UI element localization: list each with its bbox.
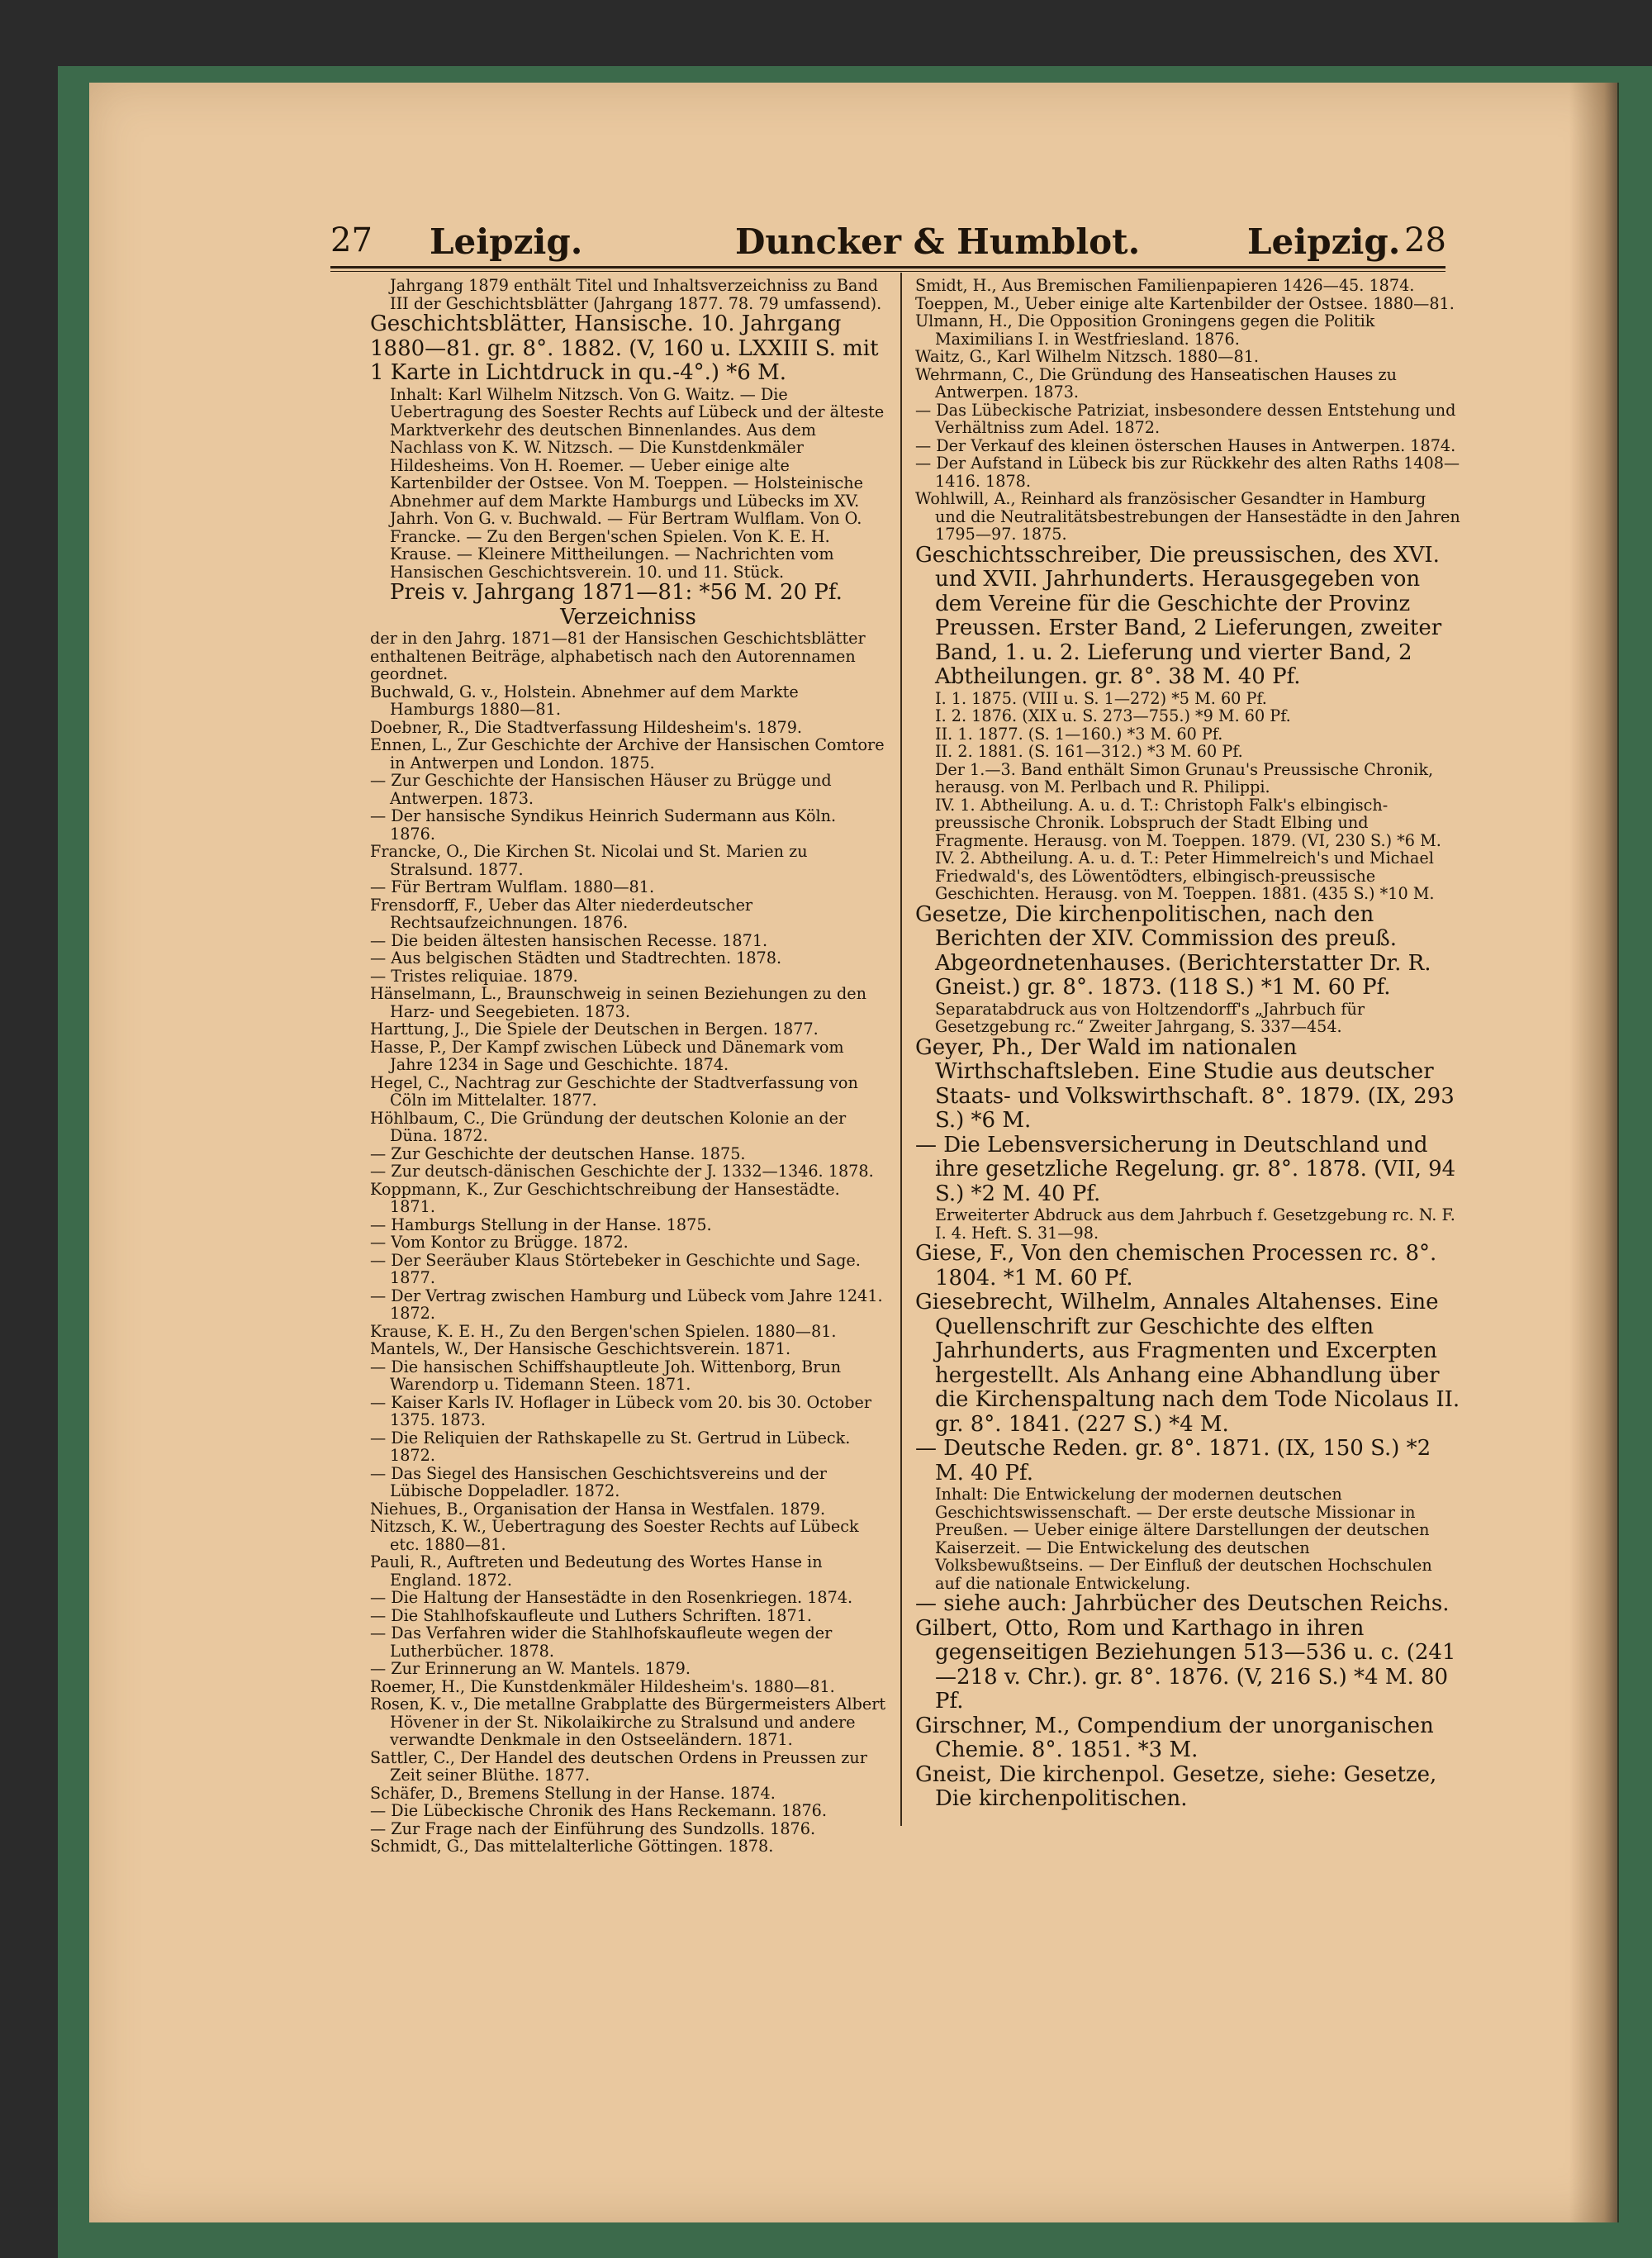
catalog-entry: — Hamburgs Stellung in der Hanse. 1875. (370, 1215, 712, 1234)
catalog-entry: — Die Haltung der Hansestädte in den Rosenkriegen. 1874. (370, 1588, 853, 1607)
catalog-entry: Der 1.—3. Band enthält Simon Grunau's Preussische Chronik, herausg. von M. Perlbach und R. Philippi. (935, 759, 1434, 796)
catalog-entry: Doebner, R., Die Stadtverfassung Hildesheim's. 1879. (370, 717, 803, 737)
catalog-entry: Giesebrecht, Wilhelm, Annales Altahenses. Eine Quellenschrift zur Geschichte des elften Jahrhunderts, aus Fragmenten und Excerpten hergestellt. Als Anhang eine Abhandlung über die Kirchenspaltung nach dem Tode Nicolaus II. gr. 8°. 1841. (227 S.) *4 M. (915, 1290, 1460, 1437)
left-column (370, 276, 886, 1856)
catalog-entry: Schäfer, D., Bremens Stellung in der Hanse. 1874. (370, 1783, 776, 1803)
catalog-entry: Preis v. Jahrgang 1871—81: *56 M. 20 Pf. (390, 580, 843, 605)
catalog-entry: Gesetze, Die kirchenpolitischen, nach den Berichten der XIV. Commission des preuß. Abgeordnetenhauses. (Berichterstatter Dr. R. Gneist.) gr. 8°. 1873. (118 S.) *1 M. 60 Pf. (915, 901, 1431, 1000)
right-column (915, 277, 1460, 1830)
catalog-entry: Jahrgang 1879 enthält Titel und Inhaltsverzeichniss zu Band III der Geschichtsblätter (Jahrgang 1877. 78. 79 umfassend). (390, 276, 882, 313)
catalog-entry: — Das Lübeckische Patriziat, insbesondere dessen Entstehung und Verhältniss zum Adel. 1872. (915, 400, 1456, 437)
right-page-number: 28 (1404, 221, 1446, 259)
catalog-entry: Gilbert, Otto, Rom und Karthago in ihren gegenseitigen Beziehungen 513—536 u. c. (241 —218 v. Chr.). gr. 8°. 1876. (V, 216 S.) *4 M. 80 Pf. (915, 1615, 1456, 1714)
catalog-entry: — Der Vertrag zwischen Hamburg und Lübeck vom Jahre 1241. 1872. (370, 1286, 883, 1323)
catalog-entry: Hegel, C., Nachtrag zur Geschichte der Stadtverfassung von Cöln im Mittelalter. 1877. (370, 1072, 858, 1110)
catalog-entry: Ennen, L., Zur Geschichte der Archive der Hansischen Comtore in Antwerpen und London. 1875. (370, 735, 885, 772)
left-page-number: 27 (330, 221, 373, 259)
catalog-entry: Geschichtsblätter, Hansische. 10. Jahrgang 1880—81. gr. 8°. 1882. (V, 160 u. LXXIII S. mit 1 Karte in Lichtdruck in qu.-4°.) *6 M. (370, 311, 879, 385)
catalog-entry: Geschichtsschreiber, Die preussischen, des XVI. und XVII. Jahrhunderts. Herausgegeben von dem Vereine für die Geschichte der Provinz Preussen. Erster Band, 2 Lieferungen, zweiter Band, 1. u. 2. Lieferung und vierter Band, 2 Abtheilungen. gr. 8°. 38 M. 40 Pf. (915, 542, 1442, 689)
catalog-entry: Frensdorff, F., Ueber das Alter niederdeutscher Rechtsaufzeichnungen. 1876. (370, 895, 753, 932)
catalog-entry: — Der Aufstand in Lübeck bis zur Rückkehr des alten Raths 1408—1416. 1878. (915, 454, 1460, 491)
catalog-entry: Smidt, H., Aus Bremischen Familienpapieren 1426—45. 1874. (915, 276, 1415, 295)
catalog-entry: II. 1. 1877. (S. 1—160.) *3 M. 60 Pf. (935, 724, 1223, 744)
catalog-entry: — Für Bertram Wulflam. 1880—81. (370, 877, 655, 896)
catalog-entry: II. 2. 1881. (S. 161—312.) *3 M. 60 Pf. (935, 742, 1243, 761)
header-rule (330, 266, 1446, 269)
catalog-entry: Giese, F., Von den chemischen Processen rc. 8°. 1804. *1 M. 60 Pf. (915, 1241, 1437, 1291)
catalog-entry: Harttung, J., Die Spiele der Deutschen in Bergen. 1877. (370, 1020, 819, 1039)
catalog-entry: Francke, O., Die Kirchen St. Nicolai und St. Marien zu Stralsund. 1877. (370, 842, 808, 879)
catalog-entry: Verzeichniss (560, 604, 696, 630)
catalog-entry: — Der Seeräuber Klaus Störtebeker in Geschichte und Sage. 1877. (370, 1250, 861, 1287)
catalog-entry: — Das Siegel des Hansischen Geschichtsvereins und der Lübische Doppeladler. 1872. (370, 1463, 827, 1500)
catalog-entry: Roemer, H., Die Kunstdenkmäler Hildesheim's. 1880—81. (370, 1676, 835, 1696)
catalog-entry: Buchwald, G. v., Holstein. Abnehmer auf dem Markte Hamburgs 1880—81. (370, 682, 799, 719)
catalog-entry: Schmidt, G., Das mittelalterliche Göttingen. 1878. (370, 1837, 774, 1856)
catalog-entry: — Das Verfahren wider die Stahlhofskaufleute wegen der Lutherbücher. 1878. (370, 1623, 833, 1661)
catalog-entry: — Die hansischen Schiffshauptleute Joh. Wittenborg, Brun Warendorp u. Tidemann Steen. 1871. (370, 1357, 842, 1394)
catalog-entry: — Tristes reliquiae. 1879. (370, 966, 578, 986)
catalog-entry: Inhalt: Die Entwickelung der modernen deutschen Geschichtswissenschaft. — Der erste deutsche Missionar in Preußen. — Ueber einige ältere Darstellungen der deutschen Kaiserzeit. — Die Entwickelung des deutschen Volksbewußtseins. — Der Einfluß der deutschen Hochschulen auf die nationale Entwickelung. (935, 1485, 1432, 1593)
catalog-entry: — Deutsche Reden. gr. 8°. 1871. (IX, 150 S.) *2 M. 40 Pf. (915, 1436, 1431, 1486)
running-header (330, 221, 1446, 271)
catalog-entry: Waitz, G., Karl Wilhelm Nitzsch. 1880—81. (915, 347, 1259, 366)
catalog-entry: — Zur Erinnerung an W. Mantels. 1879. (370, 1659, 691, 1678)
catalog-entry: — Die Lübeckische Chronik des Hans Reckemann. 1876. (370, 1801, 827, 1820)
catalog-entry: Pauli, R., Auftreten und Bedeutung des Wortes Hanse in England. 1872. (370, 1552, 823, 1590)
catalog-entry: — Der hansische Syndikus Heinrich Sudermann aus Köln. 1876. (370, 806, 837, 844)
catalog-entry: — Die Reliquien der Rathskapelle zu St. Gertrud in Lübeck. 1872. (370, 1428, 851, 1465)
catalog-entry: — Kaiser Karls IV. Hoflager in Lübeck vom 20. bis 30. October 1375. 1873. (370, 1392, 872, 1429)
catalog-entry: Gneist, Die kirchenpol. Gesetze, siehe: Gesetze, Die kirchenpolitischen. (915, 1761, 1437, 1811)
catalog-entry: Separatabdruck aus von Holtzendorff's „Jahrbuch für Gesetzgebung rc.“ Zweiter Jahrgang, S. 337—454. (935, 999, 1365, 1036)
catalog-entry: IV. 2. Abtheilung. A. u. d. T.: Peter Himmelreich's und Michael Friedwald's, des Löwentödters, elbingisch-preussische Geschichten. Herausg. von M. Toeppen. 1881. (435 S.) *10 M. (935, 849, 1435, 903)
catalog-entry: Toeppen, M., Ueber einige alte Kartenbilder der Ostsee. 1880—81. (915, 293, 1455, 313)
catalog-entry: Mantels, W., Der Hansische Geschichtsverein. 1871. (370, 1339, 791, 1358)
column-divider (900, 273, 902, 1826)
catalog-entry: Sattler, C., Der Handel des deutschen Ordens in Preussen zur Zeit seiner Blüthe. 1877. (370, 1747, 867, 1785)
catalog-entry: Wehrmann, C., Die Gründung des Hanseatischen Hauses zu Antwerpen. 1873. (915, 364, 1397, 402)
catalog-entry: — Die beiden ältesten hansischen Recesse. 1871. (370, 930, 768, 950)
catalog-entry: Girschner, M., Compendium der unorganischen Chemie. 8°. 1851. *3 M. (915, 1713, 1434, 1762)
catalog-entry: — Zur deutsch-dänischen Geschichte der J. 1332—1346. 1878. (370, 1162, 874, 1181)
catalog-entry: IV. 1. Abtheilung. A. u. d. T.: Christoph Falk's elbingisch-preussische Chronik. Lobspruch der Stadt Elbing und Fragmente. Herausg. von M. Toeppen. 1879. (VI, 230 S.) *6 M. (935, 795, 1441, 850)
catalog-entry: Wohlwill, A., Reinhard als französischer Gesandter in Hamburg und die Neutralitätsbestrebungen der Hansestädte in den Jahren 1795—97. 1875. (915, 489, 1460, 544)
catalog-entry: Krause, K. E. H., Zu den Bergen'schen Spielen. 1880—81. (370, 1321, 837, 1341)
catalog-entry: der in den Jahrg. 1871—81 der Hansischen Geschichtsblätter enthaltenen Beiträge, alphabetisch nach den Autorennamen geordnet. (370, 629, 866, 683)
catalog-entry: Erweiterter Abdruck aus dem Jahrbuch f. Gesetzgebung rc. N. F. I. 4. Heft. S. 31—98. (935, 1205, 1455, 1243)
catalog-entry: Nitzsch, K. W., Uebertragung des Soester Rechts auf Lübeck etc. 1880—81. (370, 1517, 859, 1554)
page-gutter-shadow (1569, 83, 1619, 2222)
catalog-entry: Geyer, Ph., Der Wald im nationalen Wirthschaftsleben. Eine Studie aus deutscher Staats- und Volkswirthschaft. 8°. 1879. (IX, 293 S.) *6 M. (915, 1034, 1455, 1133)
catalog-entry: Inhalt: Karl Wilhelm Nitzsch. Von G. Waitz. — Die Uebertragung des Soester Rechts auf Lübeck und der älteste Marktverkehr des deutschen Binnenlandes. Aus dem Nachlass von K. W. Nitzsch. — Die Kunstdenkmäler Hildesheims. Von H. Roemer. — Ueber einige alte Kartenbilder der Ostsee. Von M. Toeppen. — Holsteinische Abnehmer auf dem Markte Hamburgs und Lübecks im XV. Jahrh. Von G. v. Buchwald. — Für Bertram Wulflam. Von O. Francke. — Zu den Bergen'schen Spielen. Von K. E. H. Krause. — Kleinere Mittheilungen. — Nachrichten vom Hansischen Geschichtsverein. 10. und 11. Stück. (390, 384, 885, 582)
catalog-entry: Hänselmann, L., Braunschweig in seinen Beziehungen zu den Harz- und Seegebieten. 1873. (370, 984, 867, 1021)
catalog-entry: Hasse, P., Der Kampf zwischen Lübeck und Dänemark vom Jahre 1234 in Sage und Geschichte. 1874. (370, 1037, 844, 1074)
catalog-entry: — Zur Geschichte der deutschen Hanse. 1875. (370, 1143, 746, 1163)
catalog-entry: Niehues, B., Organisation der Hansa in Westfalen. 1879. (370, 1499, 826, 1519)
catalog-entry: — Vom Kontor zu Brügge. 1872. (370, 1233, 629, 1252)
catalog-entry: — Der Verkauf des kleinen österschen Hauses in Antwerpen. 1874. (915, 435, 1456, 455)
header-rule-thin (330, 271, 1446, 272)
catalog-entry: — Zur Frage nach der Einführung des Sundzolls. 1876. (370, 1818, 816, 1838)
catalog-entry: Rosen, K. v., Die metallne Grabplatte des Bürgermeisters Albert Hövener in der St. Nikolaikirche zu Stralsund und andere verwandte Denkmale in den Ostseeländern. 1871. (370, 1695, 886, 1749)
catalog-entry: Ulmann, H., Die Opposition Groningens gegen die Politik Maximilians I. in Westfriesland. 1876. (915, 311, 1375, 349)
catalog-entry: I. 1. 1875. (VIII u. S. 1—272) *5 M. 60 Pf. (935, 688, 1267, 708)
catalog-entry: Koppmann, K., Zur Geschichtschreibung der Hansestädte. 1871. (370, 1179, 840, 1216)
catalog-entry: Höhlbaum, C., Die Gründung der deutschen Kolonie an der Düna. 1872. (370, 1108, 847, 1145)
catalog-entry: — Die Lebensversicherung in Deutschland und ihre gesetzliche Regelung. gr. 8°. 1878. (VII, 94 S.) *2 M. 40 Pf. (915, 1132, 1456, 1206)
catalog-entry: — Zur Geschichte der Hansischen Häuser zu Brügge und Antwerpen. 1873. (370, 771, 832, 808)
catalog-entry: — siehe auch: Jahrbücher des Deutschen Reichs. (915, 1591, 1450, 1616)
catalog-entry: I. 2. 1876. (XIX u. S. 273—755.) *9 M. 60 Pf. (935, 706, 1291, 725)
right-city: Leipzig. (1247, 221, 1401, 262)
left-city: Leipzig. (430, 221, 583, 262)
publisher-name: Duncker & Humblot. (735, 221, 1141, 262)
catalog-entry: — Aus belgischen Städten und Stadtrechten. 1878. (370, 948, 782, 967)
catalog-entry: — Die Stahlhofskaufleute und Luthers Schriften. 1871. (370, 1605, 812, 1625)
